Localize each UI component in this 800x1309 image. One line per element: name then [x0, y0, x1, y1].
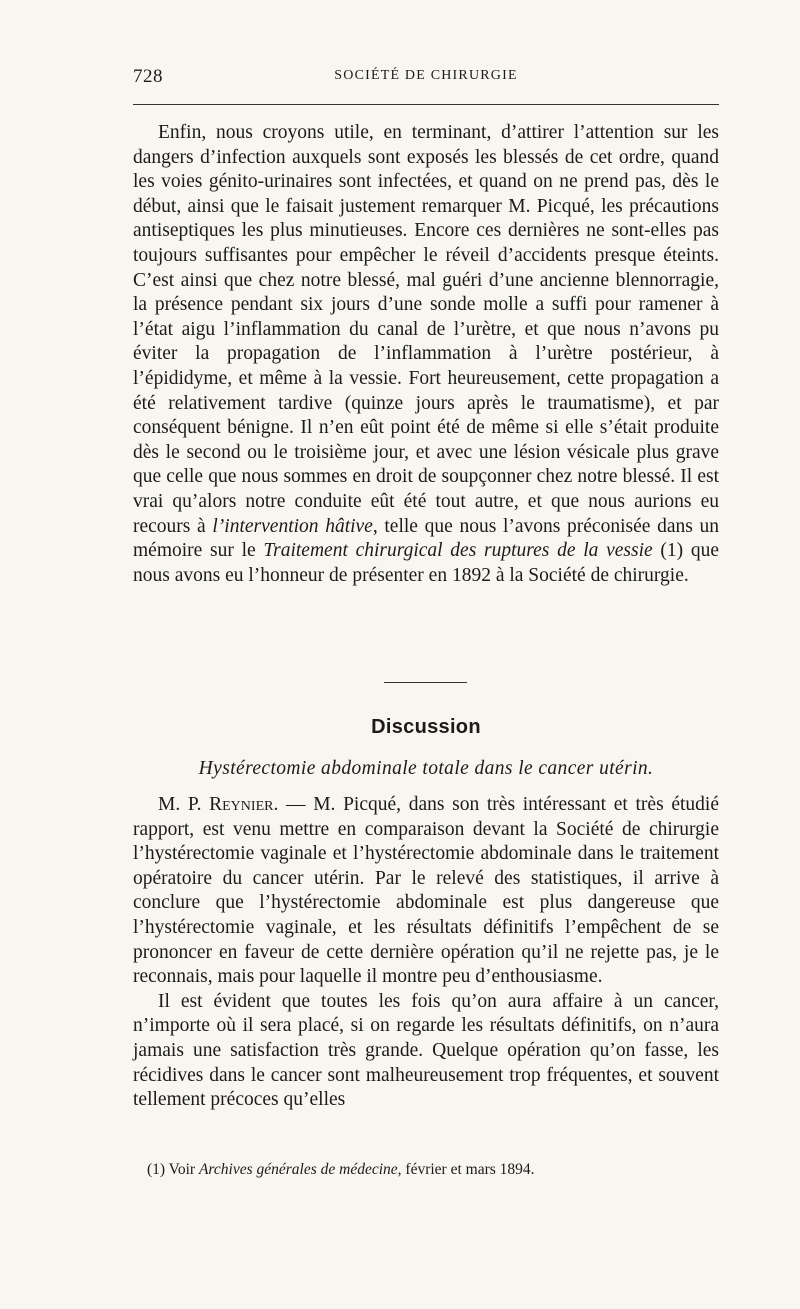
speaker-prefix: M. P.	[158, 794, 210, 815]
text-run: , telle que nous l’avons préconisée dans un mémoire sur le	[133, 515, 719, 562]
italic-run: Archives générales de médecine	[198, 1161, 398, 1178]
running-head: SOCIÉTÉ DE CHIRURGIE	[334, 68, 518, 83]
italic-run: Traitement chirurgical des ruptures de la vessie	[263, 540, 653, 562]
section-title: Discussion	[371, 716, 481, 738]
section-divider	[384, 682, 467, 683]
italic-run: l’intervention hâtive	[212, 515, 373, 537]
page-header	[133, 62, 719, 94]
section-subtitle: Hystérectomie abdominale totale dans le cancer utérin.	[198, 758, 654, 779]
text-run: , février et mars 1894.	[397, 1161, 535, 1178]
paragraph-text	[133, 121, 719, 588]
body-paragraphs-discussion	[133, 793, 719, 1113]
text-run: (1) que nous avons eu l’honneur de présenter en 1892 à la Société de chirurgie.	[133, 540, 719, 586]
paragraph-text	[133, 793, 719, 990]
speaker-name: Reynier	[209, 794, 274, 815]
text-run: . — M. Picqué, dans son très intéressant et très étudié rapport, est venu mettre en comparaison devant la Société de chirurgie l’hystérectomie vaginale et l’hystérectomie abdominale dans le traitement opératoire du cancer utérin. Par le relevé des statistiques, il arrive à conclure que l’hystérectomie abdominale est plus dangereuse que l’hystérectomie vaginale, et les résultats définitifs l’empêchent de se prononcer en faveur de cette dernière opération qu’il ne rejette pas, je le reconnais, mais pour laquelle il montre peu d’enthousiasme.	[133, 794, 719, 988]
body-paragraph-1	[133, 121, 719, 588]
page-number: 728	[133, 66, 163, 87]
header-rule	[133, 104, 719, 105]
paragraph-text: Il est évident que toutes les fois qu’on aura affaire à un cancer, n’importe où il sera placé, si on regarde les résultats définitifs, on n’aura jamais une satisfaction très grande. Quelque opération qu’on fasse, les récidives dans le cancer sont malheureusement trop fréquentes, et souvent tellement précoces qu’elles	[133, 990, 719, 1111]
footnote-marker: (1)	[147, 1161, 166, 1178]
text-run: Voir	[165, 1161, 199, 1178]
text-run: Enfin, nous croyons utile, en terminant, d’attirer l’attention sur les dangers d’infection auxquels sont exposés les blessés de cet ordre, quand les voies génito-urinaires sont infectées, et quand on ne prend pas, dès le début, ainsi que le faisait justement remarquer M. Picqué, les précautions antiseptiques les plus minutieuses. Encore ces dernières ne sont-elles pas toujours suffisantes pour empêcher le réveil d’accidents presque éteints. C’est ainsi que chez notre blessé, mal guéri d’une ancienne blennorragie, la présence pendant six jours d’une sonde molle a suffi pour ramener à l’état aigu l’inflammation du canal de l’urètre, et que nous n’avons pu éviter la propagation de l’inflammation à l’urètre postérieur, à l’épididyme, et même à la vessie. Fort heureusement, cette propagation a été relativement tardive (quinze jours après le traumatisme), et par conséquent bénigne. Il n’en eût point été de même si elle s’était produite dès le second ou le troisième jour, et avec une lésion vésicale plus grave que celle que nous sommes en droit de soupçonner chez notre blessé. Il est vrai qu’alors notre conduite eût été tout autre, et que nous aurions eu recours à	[133, 122, 719, 537]
footnote	[133, 1161, 733, 1179]
